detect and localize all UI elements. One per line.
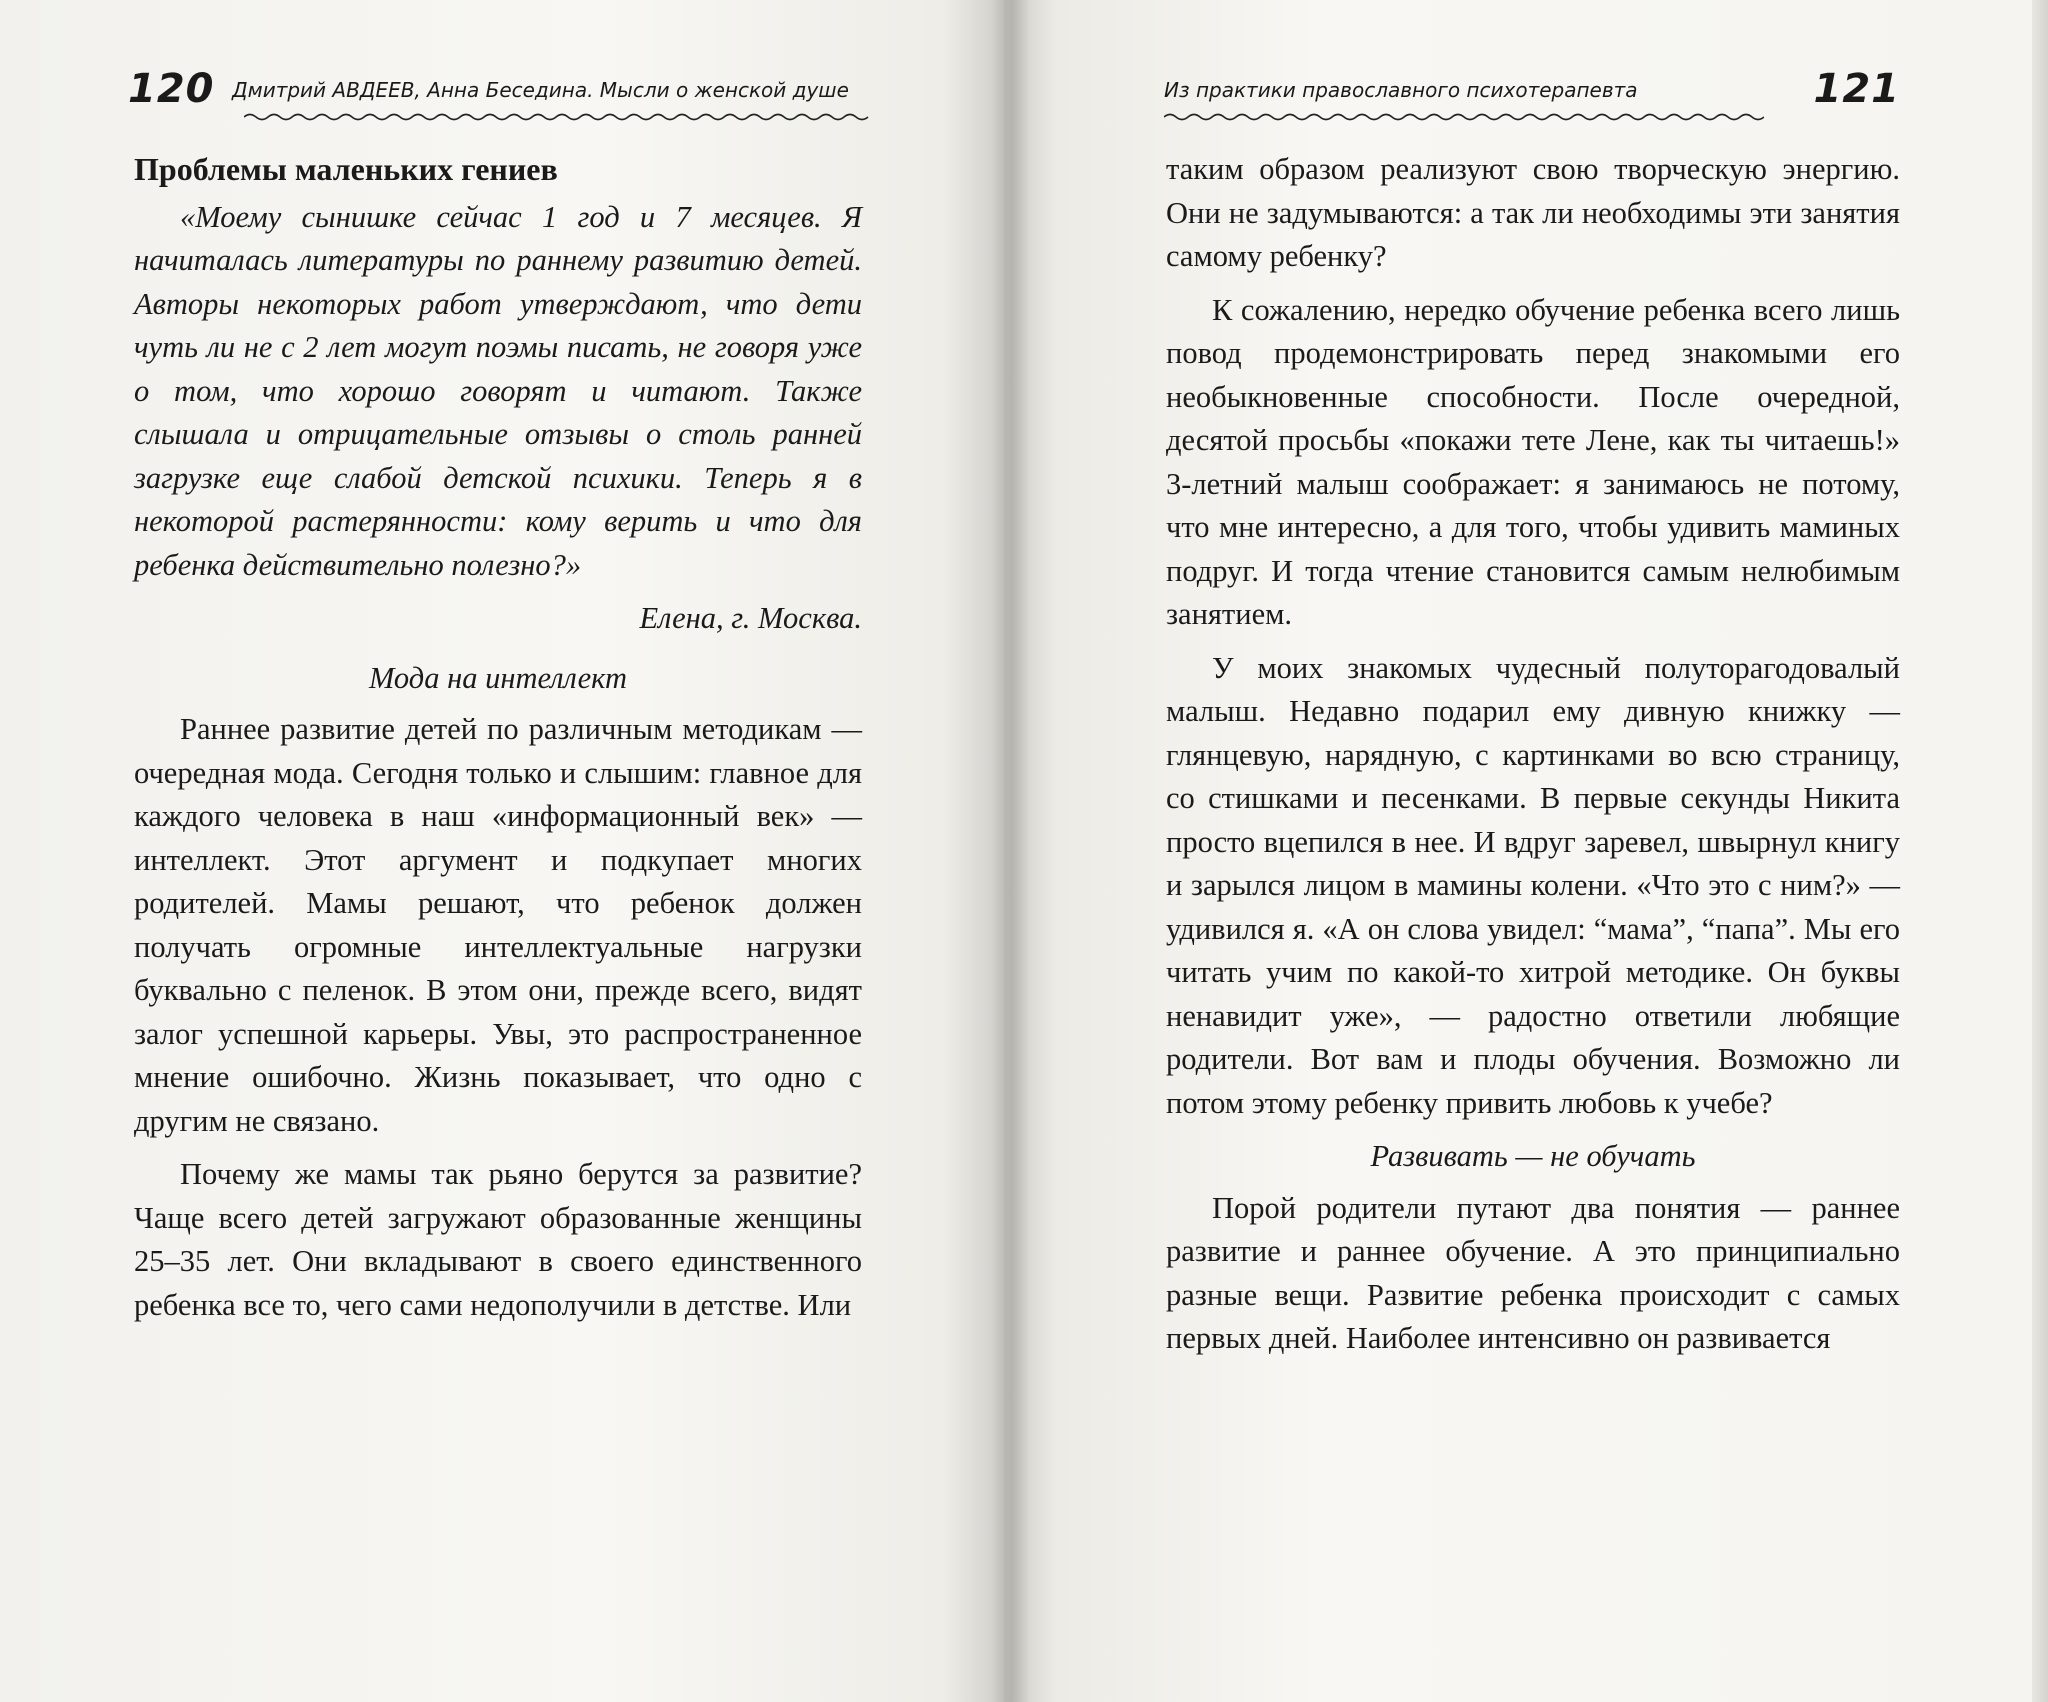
body-paragraph: К сожалению, нередко обучение ребенка всего лишь повод продемонстрировать перед знакомыми его необыкновенные способности. После очередной, десятой просьбы «покажи тете Лене, как ты читаешь!» 3-летний малыш соображает: я занимаюсь не потому, что мне интересно, а для того, чтобы удивить маминых подруг. И тогда чтение становится самым нелюбимым занятием. xyxy=(1166,292,1900,631)
right-page-body xyxy=(1166,148,1900,1371)
subheading-develop-not-teach: Развивать — не обучать xyxy=(1370,1139,1696,1173)
left-running-head xyxy=(128,66,872,126)
book-gutter xyxy=(990,0,1030,1702)
page-number-left: 120 xyxy=(128,66,215,112)
page-number-right: 121 xyxy=(1813,66,1900,112)
wavy-rule-ornament xyxy=(244,112,872,122)
body-paragraph: Почему же мамы так рьяно берутся за развитие? Чаще всего детей загружают образованные женщины 25–35 лет. Они вкладывают в своего единственного ребенка все то, чего сами недополучили в детстве. Или xyxy=(134,1157,862,1322)
reader-letter: «Моему сынишке сейчас 1 год и 7 месяцев. Я начиталась литературы по раннему развитию детей. Авторы некоторых работ утверждают, что дети чуть ли не с 2 лет могут поэмы писать, не говоря уже о том, что хорошо говорят и читают. Также слышала и отрицательные отзывы о столь ранней загрузке еще слабой детской психики. Теперь я в некоторой растерянности: кому верить и что для ребенка действительно полезно?» xyxy=(134,199,862,582)
left-page xyxy=(0,0,1004,1702)
running-head-title-left: Дмитрий АВДЕЕВ, Анна Беседина. Мысли о женской душе xyxy=(232,78,849,102)
page-edge xyxy=(2032,0,2048,1702)
wavy-rule-ornament xyxy=(1164,112,1764,122)
letter-signature: Елена, г. Москва. xyxy=(639,601,862,635)
body-paragraph: Раннее развитие детей по различным методикам — очередная мода. Сегодня только и слышим: главное для каждого человека в наш «информационный век» — интеллект. Этот аргумент и подкупает многих родителей. Мамы решают, что ребенок должен получать огромные интеллектуальные нагрузки буквально с пеленок. В этом они, прежде всего, видят залог успешной карьеры. Увы, это распространенное мнение ошибочно. Жизнь показывает, что одно с другим не связано. xyxy=(134,712,862,1138)
right-running-head xyxy=(1164,66,1900,126)
body-paragraph: У моих знакомых чудесный полуторагодовалый малыш. Недавно подарил ему дивную книжку — глянцевую, нарядную, с картинками во всю страницу, со стишками и песенками. В первые секунды Никита просто вцепился в нее. И вдруг заревел, швырнул книгу и зарылся лицом в мамины колени. «Что это с ним?» — удивился я. «А он слова увидел: “мама”, “папа”. Мы его читать учим по какой-то хитрой методике. Он буквы ненавидит уже», — радостно ответили любящие родители. Вот вам и плоды обучения. Возможно ли потом этому ребенку привить любовь к учебе? xyxy=(1166,650,1900,1120)
body-paragraph: Порой родители путают два понятия — раннее развитие и раннее обучение. А это принципиально разные вещи. Развитие ребенка происходит с самых первых дней. Наиболее интенсивно он развивается xyxy=(1166,1190,1900,1355)
body-paragraph: таким образом реализуют свою творческую энергию. Они не задумываются: а так ли необходимы эти занятия самому ребенку? xyxy=(1166,152,1900,273)
running-head-title-right: Из практики православного психотерапевта xyxy=(1164,78,1638,102)
subheading-fashion-intellect: Мода на интеллект xyxy=(368,660,628,695)
left-page-body xyxy=(134,148,862,1337)
section-heading: Проблемы маленьких гениев xyxy=(134,151,558,187)
right-page xyxy=(1004,0,2048,1702)
